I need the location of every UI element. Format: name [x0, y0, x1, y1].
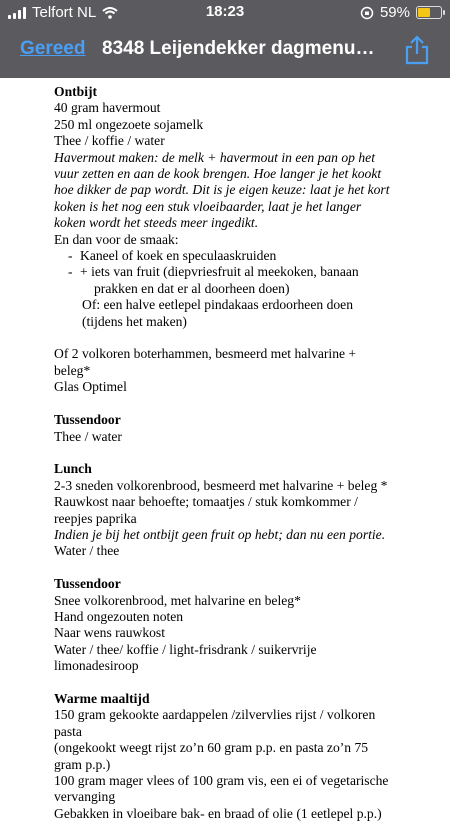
- text-line: Hand ongezouten noten: [54, 608, 184, 624]
- italic-note-line: Indien je bij het ontbijt geen fruit op hebt; dan nu een portie.: [54, 526, 386, 542]
- text-line: pasta: [54, 723, 82, 739]
- text-line: Rauwkost naar behoefte; tomaatjes / stuk komkommer /: [54, 494, 358, 510]
- text-line: Water / thee: [54, 543, 120, 559]
- list-item-continuation: (tijdens het maken): [82, 313, 187, 329]
- list-item: [54, 264, 434, 280]
- list-dash: -: [68, 264, 73, 280]
- status-bar: [0, 0, 450, 24]
- battery-percentage: 59%: [379, 4, 410, 21]
- text-line: reepjes paprika: [54, 510, 137, 526]
- italic-note-line: hoe dikker de pap wordt. Dit is je eigen keuze: laat je het kort: [54, 182, 390, 198]
- text-line: (ongekookt weegt rijst zo’n 60 gram p.p. en pasta zo’n 75: [54, 740, 369, 756]
- section-heading-ontbijt: Ontbijt: [54, 84, 98, 99]
- carrier-label: Telfort NL: [32, 4, 97, 21]
- section-heading-tussendoor: Tussendoor: [54, 576, 121, 592]
- text-line: En dan voor de smaak:: [54, 231, 179, 247]
- italic-note-line: koken is het nog een stuk vloeibaarder, laat je het langer: [54, 198, 362, 214]
- italic-note-line: koken wordt het steeds meer ingedikt.: [54, 215, 259, 231]
- spacer: [54, 445, 434, 461]
- document-body: [54, 84, 434, 822]
- spacer: [54, 675, 434, 691]
- share-icon[interactable]: [404, 35, 430, 65]
- text-line: 100 gram mager vlees of 100 gram vis, een ei of vegetarische: [54, 772, 389, 788]
- section-heading-tussendoor: Tussendoor: [54, 412, 121, 428]
- document-title: 8348 Leijendekker dagmenu…: [102, 38, 375, 59]
- text-line: Of 2 volkoren boterhammen, besmeerd met halvarine +: [54, 346, 357, 362]
- text-line: Thee / water: [54, 428, 122, 444]
- text-line: beleg*: [54, 362, 91, 378]
- text-line: Snee volkorenbrood, met halvarine en beleg*: [54, 592, 301, 608]
- italic-note-line: vuur zetten en aan de kook brengen. Hoe langer je het kookt: [54, 166, 382, 182]
- battery-icon: [416, 6, 442, 19]
- spacer: [54, 396, 434, 412]
- list-item-text: + iets van fruit (diepvriesfruit al meekoken, banaan: [80, 264, 359, 280]
- text-line: Naar wens rauwkost: [54, 625, 165, 641]
- italic-note-line: Havermout maken: de melk + havermout in een pan op het: [54, 149, 375, 165]
- navigation-bar: [0, 24, 450, 78]
- battery-fill: [418, 8, 430, 17]
- text-line: limonadesiroop: [54, 658, 139, 674]
- section-heading-lunch: Lunch: [54, 461, 92, 477]
- text-line: 40 gram havermout: [54, 100, 161, 116]
- section-heading-warme-maaltijd: Warme maaltijd: [54, 690, 150, 706]
- list-item: [54, 248, 434, 264]
- text-line: Gebakken in vloeibare bak- en braad of olie (1 eetlepel p.p.): [54, 805, 382, 821]
- list-item-continuation: prakken en dat er al doorheen doen): [94, 280, 290, 296]
- text-line: 250 ml ongezoete sojamelk: [54, 116, 204, 132]
- text-line: gram p.p.): [54, 756, 111, 772]
- text-line: Water / thee/ koffie / light-frisdrank / suikervrije: [54, 641, 317, 657]
- text-line: vervanging: [54, 789, 116, 805]
- text-line: Thee / koffie / water: [54, 133, 165, 149]
- text-line: 150 gram gekookte aardappelen /zilvervlies rijst / volkoren: [54, 707, 376, 723]
- text-line: Glas Optimel: [54, 379, 127, 395]
- list-item-text: Kaneel of koek en speculaaskruiden: [80, 248, 277, 264]
- spacer: [54, 330, 434, 346]
- status-right: [360, 4, 442, 21]
- clock: 18:23: [205, 3, 245, 20]
- text-line: 2-3 sneden volkorenbrood, besmeerd met halvarine + beleg *: [54, 477, 388, 493]
- list-dash: -: [68, 248, 73, 264]
- list-item-continuation: Of: een halve eetlepel pindakaas erdoorheen doen: [82, 297, 353, 313]
- orientation-lock-icon: [360, 6, 374, 20]
- spacer: [54, 560, 434, 576]
- done-button[interactable]: Gereed: [20, 38, 86, 59]
